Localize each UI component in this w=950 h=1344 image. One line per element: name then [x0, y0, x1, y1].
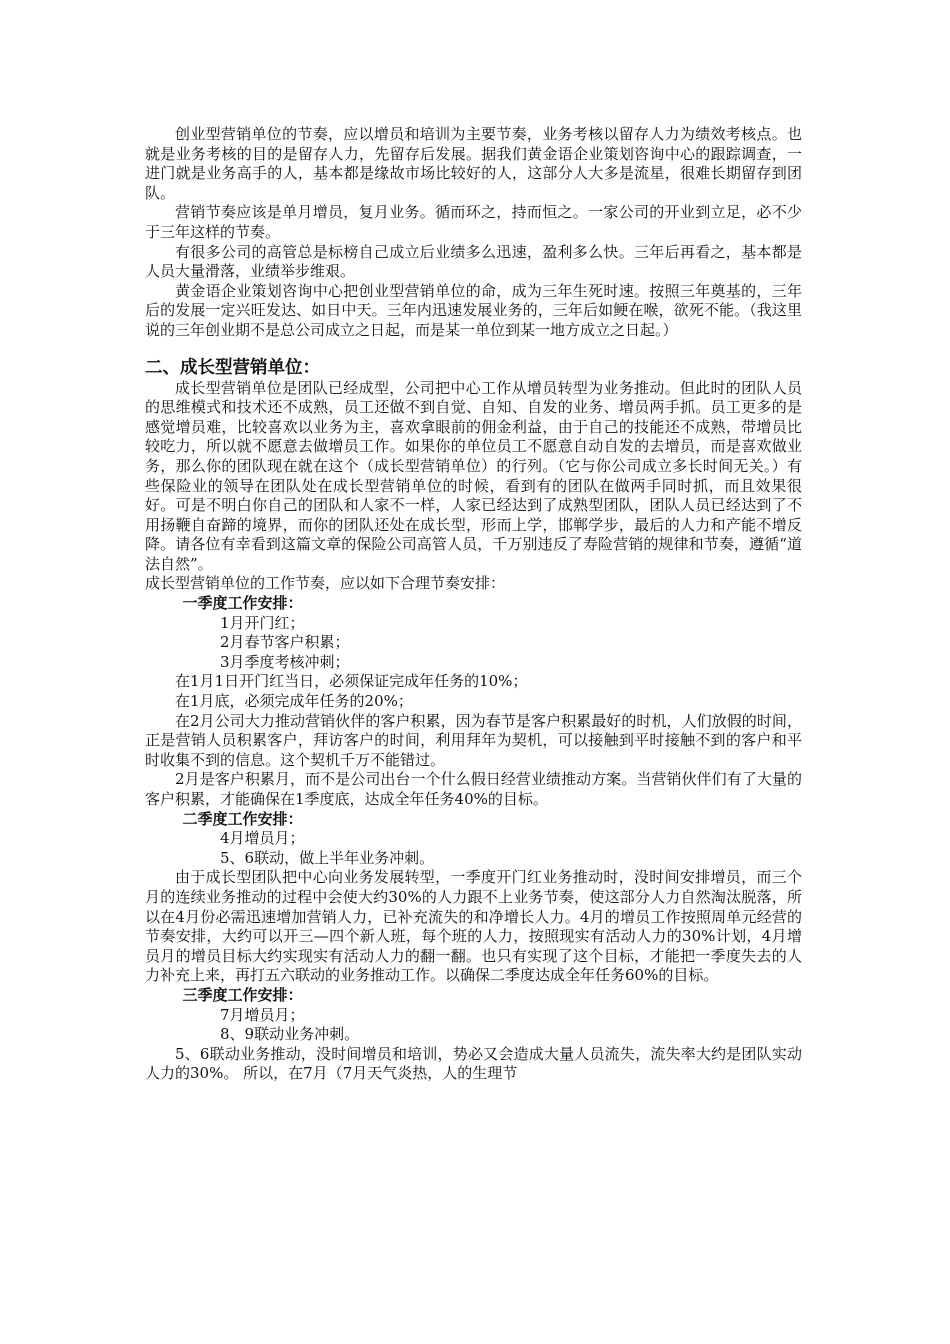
list-item: 2月春节客户积累； [220, 633, 350, 652]
list-item: 3月季度考核冲刺； [220, 652, 350, 671]
list-item: 1月开门红； [220, 613, 305, 632]
quarter-heading: 二季度工作安排： [182, 809, 303, 828]
body-paragraph: 在1月1日开门红当日，必须保证完成年任务的10%； [175, 672, 528, 691]
body-paragraph: 成长型营销单位的工作节奏，应以如下合理节奏安排： [145, 574, 506, 593]
body-paragraph: 创业型营销单位的节奏，应以增员和培训为主要节奏，业务考核以留存人力为绩效考核点。也就是业务考核的目的是留存人力，先留存后发展。据我们黄金语企业策划咨询中心的跟踪调查，一进门就是业务高手的人，基本都是缘故市场比较好的人，这部分人大多是流星，很难长期留存到团队。 [145, 125, 802, 202]
body-paragraph: 在2月公司大力推动营销伙伴的客户积累，因为春节是客户积累最好的时机，人们放假的时间，正是营销人员积累客户，拜访客户的时间，利用拜年为契机，可以接触到平时接触不到的客户和平时收集不到的信息。这个契机千万不能错过。 [145, 711, 802, 769]
list-item: 4月增员月； [220, 829, 305, 848]
list-item: 7月增员月； [220, 1005, 305, 1024]
body-paragraph: 有很多公司的高管总是标榜自己成立后业绩多么迅速，盈利多么快。三年后再看之，基本都是人员大量滑落，业绩举步维艰。 [145, 242, 802, 281]
body-paragraph: 由于成长型团队把中心向业务发展转型，一季度开门红业务推动时，没时间安排增员，而三个月的连续业务推动的过程中会使大约30%的人力跟不上业务节奏，使这部分人力自然淘汰脱落，所以在4月份必需迅速增加营销人力，已补充流失的和净增长人力。4月的增员工作按照周单元经营的节奏安排，大约可以开三—四个新人班，每个班的人力，按照现实有活动人力的30%计划，4月增员月的增员目标大约实现实有活动人力的翻一翻。也只有实现了这个目标，才能把一季度失去的人力补充上来，再打五六联动的业务推动工作。以确保二季度达成全年任务60%的目标。 [145, 868, 802, 985]
body-paragraph: 黄金语企业策划咨询中心把创业型营销单位的命，成为三年生死时速。按照三年奠基的，三年后的发展一定兴旺发达、如日中天。三年内迅速发展业务的，三年后如鲠在喉，欲死不能。（我这里说的三年创业期不是总公司成立之日起，而是某一单位到某一地方成立之日起。） [145, 281, 802, 339]
body-paragraph: 2月是客户积累月，而不是公司出台一个什么假日经营业绩推动方案。当营销伙伴们有了大量的客户积累，才能确保在1季度底，达成全年任务40%的目标。 [145, 770, 802, 808]
quarter-heading: 三季度工作安排： [182, 985, 303, 1004]
list-item: 8、9联动业务冲刺。 [220, 1025, 360, 1044]
body-paragraph: 5、6联动业务推动，没时间增员和培训，势必又会造成大量人员流失，流失率大约是团队实动人力的30%。 所以，在7月（7月天气炎热，人的生理节 [145, 1044, 802, 1083]
list-item: 5、6联动，做上半年业务冲刺。 [220, 848, 435, 867]
quarter-heading: 一季度工作安排： [182, 594, 303, 613]
section-heading: 二、成长型营销单位： [145, 357, 320, 378]
body-paragraph: 营销节奏应该是单月增员，复月业务。循而环之，持而恒之。一家公司的开业到立足，必不少于三年这样的节奏。 [145, 203, 802, 241]
body-paragraph: 成长型营销单位是团队已经成型，公司把中心工作从增员转型为业务推动。但此时的团队人员的思维模式和技术还不成熟，员工还做不到自觉、自知、自发的业务、增员两手抓。员工更多的是感觉增员难，比较喜欢以业务为主，喜欢拿眼前的佣金利益，由于自己的技能还不成熟，带增员比较吃力，所以就不愿意去做增员工作。如果你的单位员工不愿意自动自发的去增员，而是喜欢做业务，那么你的团队现在就在这个（成长型营销单位）的行列。（它与你公司成立多长时间无关。）有些保险业的领导在团队处在成长型营销单位的时候，看到有的团队在做两手同时抓，而且效果很好。可是不明白你自己的团队和人家不一样，人家已经达到了成熟型团队，团队人员已经达到了不用扬鞭自奋蹄的境界，而你的团队还处在成长型，形而上学，邯郸学步，最后的人力和产能不增反降。请各位有幸看到这篇文章的保险公司高管人员，千万别违反了寿险营销的规律和节奏，遵循“道法自然”。 [145, 378, 802, 573]
body-paragraph: 在1月底，必须完成年任务的20%； [175, 692, 413, 711]
